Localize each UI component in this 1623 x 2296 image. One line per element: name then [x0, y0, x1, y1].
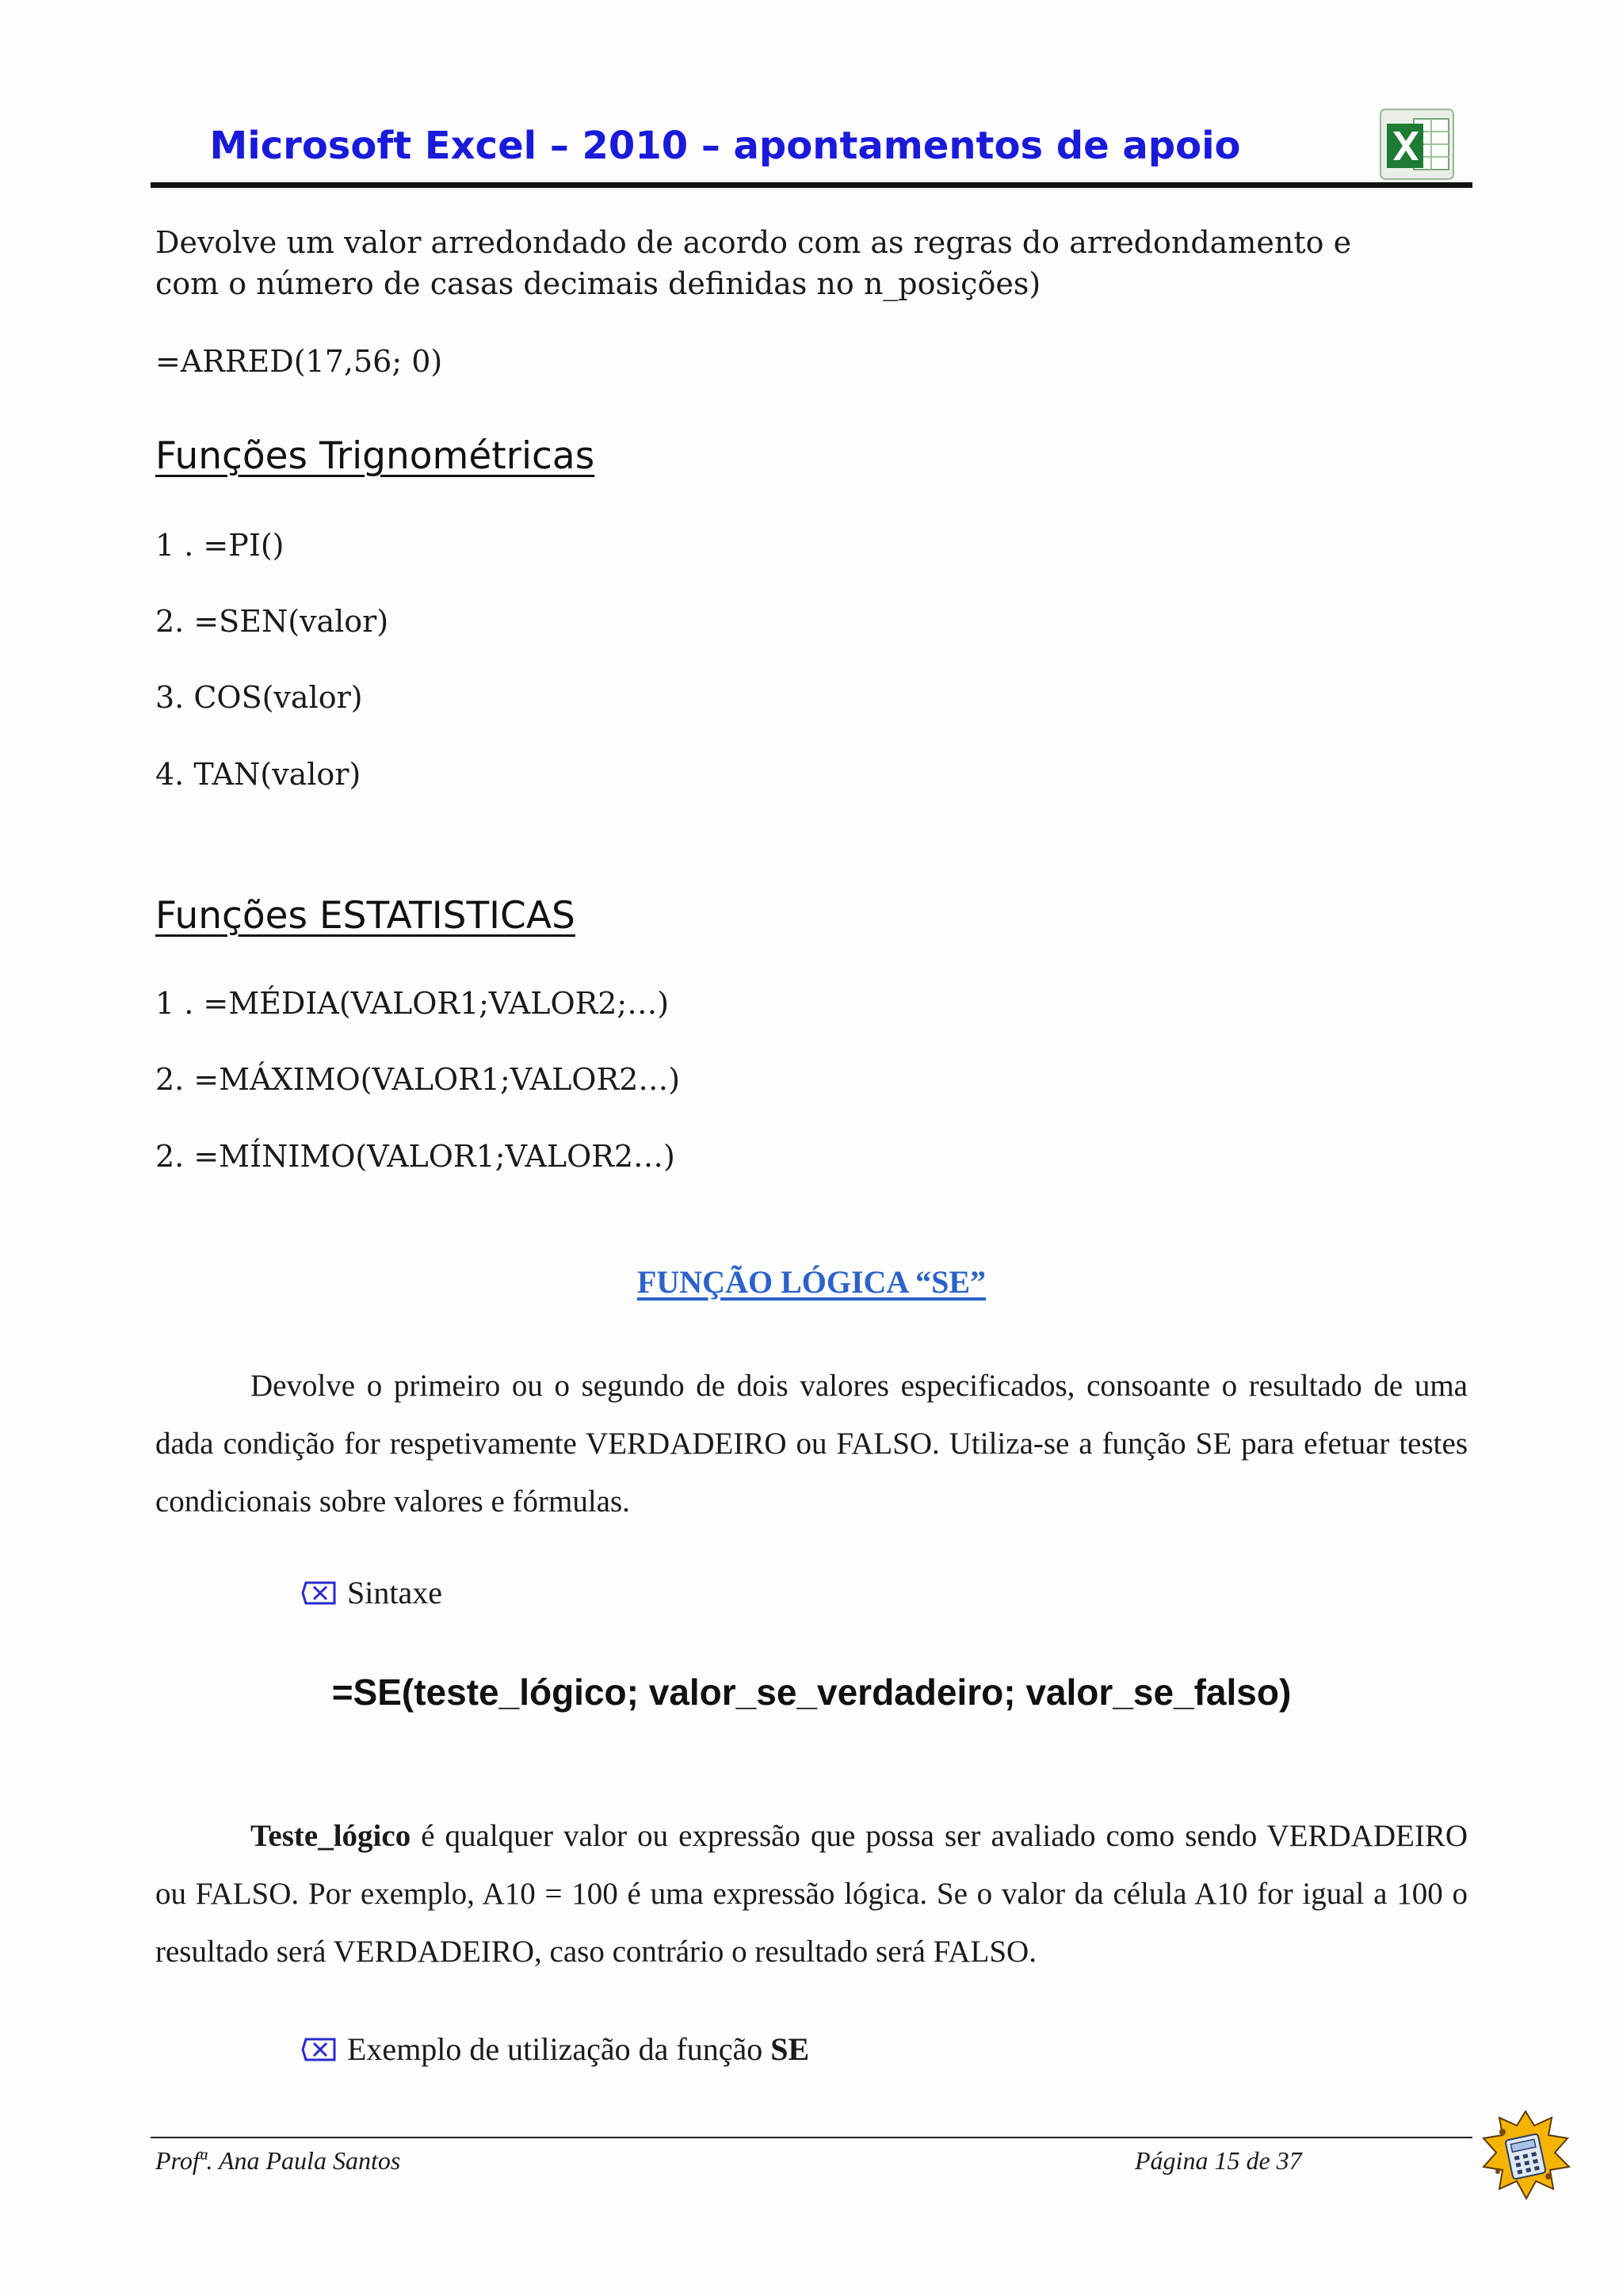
header-rule	[151, 182, 1472, 188]
teste-logico-text: é qualquer valor ou expressão que possa ser avaliado como sendo VERDADEIRO ou FALSO. Por exemplo, A10 = 100 é uma expressão lógica. Se o valor da célula A10 for igual a 100 o resultado será VERDADEIRO, caso contrário o resultado será FALSO.	[155, 1819, 1468, 1969]
trig-item-3: 3. COS(valor)	[155, 680, 363, 715]
teste-logico-paragraph	[155, 1807, 1468, 1981]
stat-item-1: 1 . =MÉDIA(VALOR1;VALOR2;…)	[155, 986, 670, 1021]
excel-logo-icon	[1379, 108, 1455, 181]
trig-item-2: 2. =SEN(valor)	[155, 604, 389, 639]
intro-line-2: com o número de casas decimais definidas no n_posições)	[155, 266, 1041, 301]
stat-item-2: 2. =MÁXIMO(VALOR1;VALOR2…)	[155, 1062, 681, 1097]
stat-heading: Funções ESTATISTICAS	[155, 894, 575, 938]
intro-line-1: Devolve um valor arredondado de acordo com as regras do arredondamento e	[155, 225, 1352, 260]
intro-paragraph	[155, 222, 1479, 304]
example-bullet-label	[347, 2030, 809, 2068]
syntax-bullet-label: Sintaxe	[347, 1575, 442, 1610]
footer-author: Profª. Ana Paula Santos	[155, 2146, 401, 2175]
teste-logico-term: Teste_lógico	[250, 1819, 411, 1853]
logic-title: FUNÇÃO LÓGICA “SE”	[636, 1264, 987, 1300]
logic-description-text: Devolve o primeiro ou o segundo de dois valores especificados, consoante o resultado de uma dada condição for respetivamente VERDADEIRO ou FALSO. Utiliza-se a função SE para efetuar testes condicionais sobre valores e fórmulas.	[155, 1369, 1468, 1519]
boxed-x-icon	[301, 1580, 336, 1606]
calculator-clipart-icon	[1479, 2108, 1572, 2202]
trig-item-4: 4. TAN(valor)	[155, 757, 361, 792]
stat-item-3: 2. =MÍNIMO(VALOR1;VALOR2…)	[155, 1139, 675, 1174]
footer-rule	[151, 2137, 1472, 2138]
syntax-formula: =SE(teste_lógico; valor_se_verdadeiro; valor_se_falso)	[331, 1671, 1292, 1713]
syntax-bullet	[301, 1574, 442, 1611]
example-bullet-bold: SE	[770, 2031, 810, 2067]
document-title: Microsoft Excel – 2010 – apontamentos de apoio	[209, 124, 1241, 168]
trig-item-1: 1 . =PI()	[155, 528, 285, 563]
example-bullet-text: Exemplo de utilização da função	[347, 2031, 771, 2067]
example-bullet	[301, 2030, 809, 2068]
footer-page-number: Página 15 de 37	[1135, 2146, 1302, 2175]
arred-formula: =ARRED(17,56; 0)	[155, 344, 443, 379]
boxed-x-icon	[301, 2037, 336, 2062]
trig-heading: Funções Trignométricas	[155, 434, 595, 478]
logic-description	[155, 1357, 1468, 1530]
